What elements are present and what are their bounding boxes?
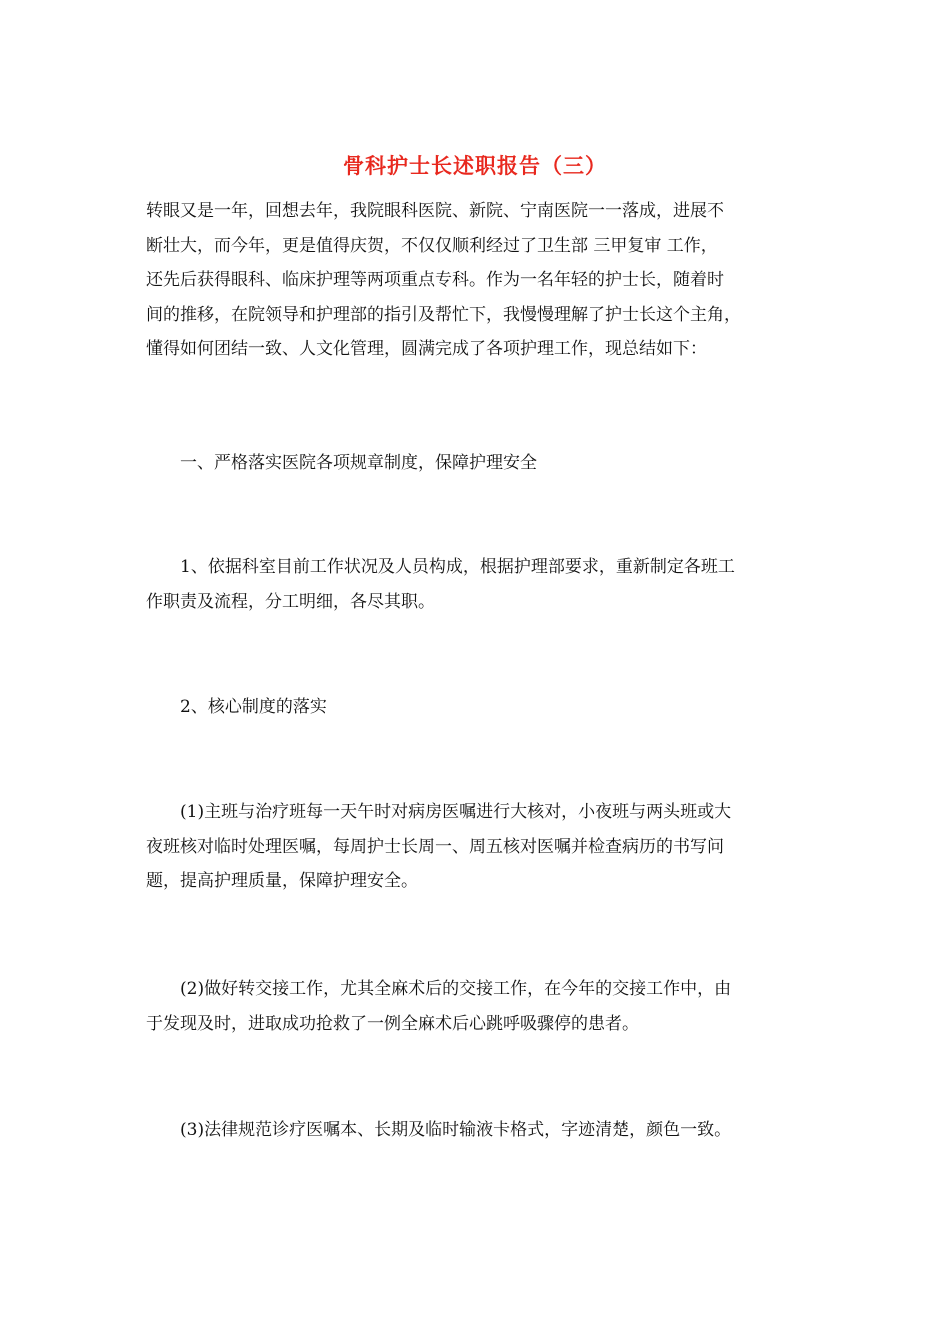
- item-two-heading: [146, 690, 806, 725]
- item-one-line: 作职责及流程，分工明细，各尽其职。: [146, 591, 435, 612]
- intro-line: 懂得如何团结一致、人文化管理，圆满完成了各项护理工作，现总结如下：: [146, 339, 707, 359]
- section-heading-text: 一、严格落实医院各项规章制度，保障护理安全: [146, 453, 537, 473]
- intro-line: 断壮大，而今年，更是值得庆贺，不仅仅顺利经过了卫生部 三甲复审 工作，: [146, 235, 718, 256]
- sub-item-two-line: 于发现及时，进取成功抢救了一例全麻术后心跳呼吸骤停的患者。: [146, 1013, 639, 1034]
- intro-line: 转眼又是一年，回想去年，我院眼科医院、新院、宁南医院一一落成，进展不: [146, 201, 724, 221]
- sub-item-one-paragraph: [146, 795, 806, 899]
- intro-line: 间的推移，在院领导和护理部的指引及帮忙下，我慢慢理解了护士长这个主角，: [146, 304, 741, 325]
- sub-item-three-line: (3)法律规范诊疗医嘱本、长期及临时输液卡格式，字迹清楚，颜色一致。: [146, 1120, 732, 1140]
- intro-paragraph: [146, 194, 806, 367]
- sub-item-one-line: 题，提高护理质量，保障护理安全。: [146, 871, 418, 891]
- item-two-heading-text: 2、核心制度的落实: [146, 697, 327, 717]
- document-title: 骨科护士长述职报告（三）: [343, 153, 607, 178]
- item-one-paragraph: [146, 550, 806, 619]
- section-one-heading: [146, 446, 806, 481]
- intro-line: 还先后获得眼科、临床护理等两项重点专科。作为一名年轻的护士长，随着时: [146, 270, 724, 290]
- sub-item-one-line: 夜班核对临时处理医嘱，每周护士长周一、周五核对医嘱并检查病历的书写问: [146, 836, 724, 857]
- item-one-line: 1、依据科室目前工作状况及人员构成，根据护理部要求，重新制定各班工: [146, 557, 735, 577]
- sub-item-two-paragraph: [146, 972, 806, 1041]
- sub-item-three-paragraph: [146, 1113, 806, 1148]
- sub-item-two-line: (2)做好转交接工作，尤其全麻术后的交接工作，在今年的交接工作中，由: [146, 979, 732, 999]
- sub-item-one-line: (1)主班与治疗班每一天午时对病房医嘱进行大核对，小夜班与两头班或大: [146, 802, 732, 822]
